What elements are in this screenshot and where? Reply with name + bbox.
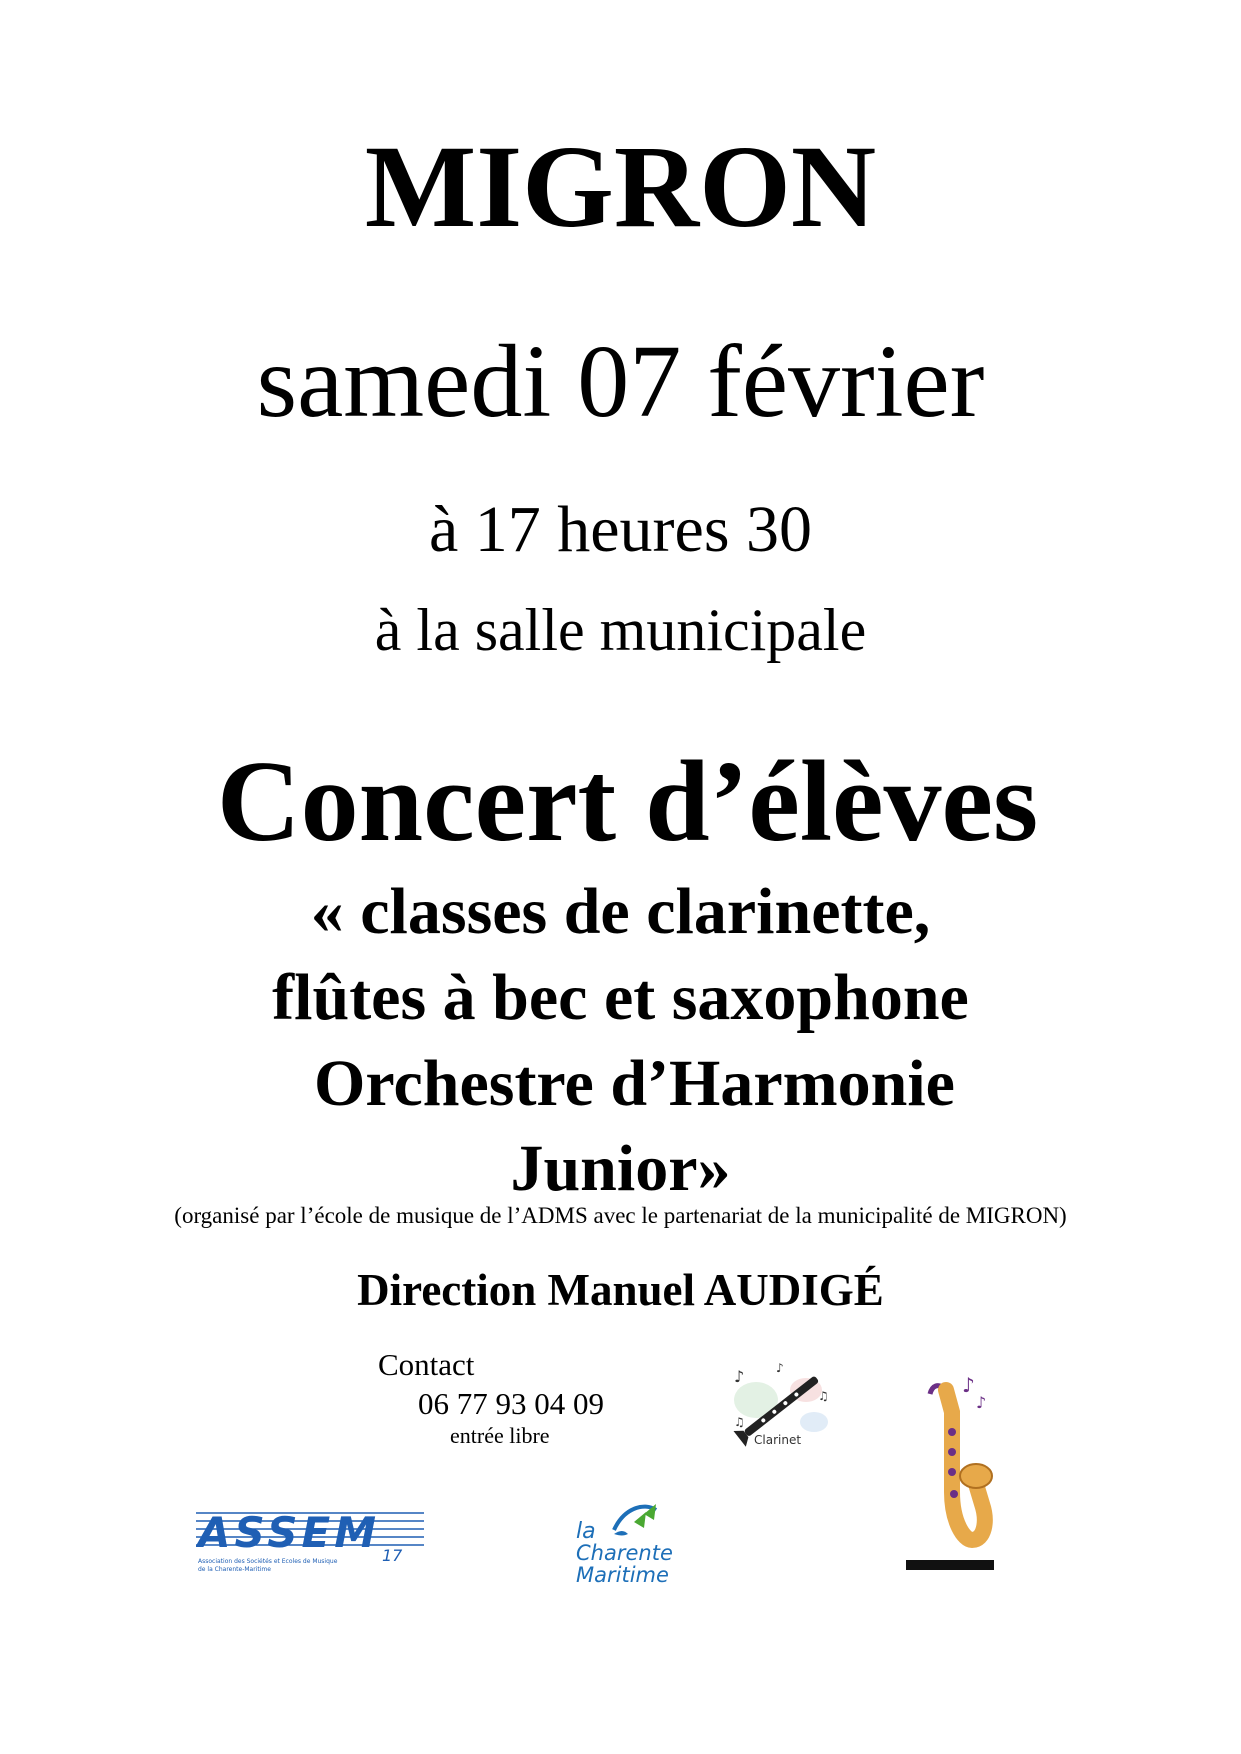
image-caption-bar (906, 1560, 994, 1570)
charente-maritime-logo (574, 1500, 694, 1592)
assem-name: ASSEM (198, 1508, 380, 1557)
event-date: samedi 07 février (256, 324, 985, 439)
music-note-icon: ♪ (976, 1393, 987, 1412)
logo-bubble (800, 1412, 828, 1432)
entry-free: entrée libre (450, 1423, 550, 1448)
assem-caption: de la Charente-Maritime (198, 1566, 271, 1573)
charente-text-maritime: Maritime (576, 1563, 669, 1587)
concert-title: Concert d’élèves (216, 738, 1039, 866)
direction-line: Direction Manuel AUDIGÉ (357, 1265, 884, 1315)
event-place: à la salle municipale (374, 597, 867, 663)
subtitle-line-2: flûtes à bec et saxophone (272, 961, 969, 1034)
contact-phone: 06 77 93 04 09 (418, 1386, 604, 1421)
clarinet-logo-icon (728, 1360, 838, 1450)
saxophone-icon (902, 1372, 998, 1572)
organizer-note: (organisé par l’école de musique de l’ADMS avec le partenariat de la municipalité de MIGRON) (174, 1203, 1067, 1228)
subtitle-line-3: Orchestre d’Harmonie (314, 1047, 955, 1120)
town-title: MIGRON (364, 121, 877, 252)
music-note-icon: ♫ (818, 1389, 829, 1403)
subtitle-line-4: Junior» (510, 1132, 731, 1205)
assem-logo (196, 1503, 424, 1575)
event-time: à 17 heures 30 (428, 493, 813, 566)
contact-label: Contact (378, 1347, 475, 1382)
charente-text-la: la (576, 1519, 596, 1544)
music-note-icon: ♫ (734, 1415, 745, 1429)
clarinet-caption: Clarinet (754, 1433, 802, 1447)
subtitle-line-1: « classes de clarinette, (310, 875, 931, 948)
charente-text-charente: Charente (576, 1541, 673, 1565)
music-note-icon: ♪ (962, 1373, 975, 1397)
music-note-icon: ♪ (734, 1367, 745, 1386)
assem-number: 17 (382, 1546, 403, 1565)
music-note-icon: ♪ (776, 1361, 784, 1375)
assem-caption: Association des Sociétés et Ecoles de Musique (198, 1558, 338, 1565)
